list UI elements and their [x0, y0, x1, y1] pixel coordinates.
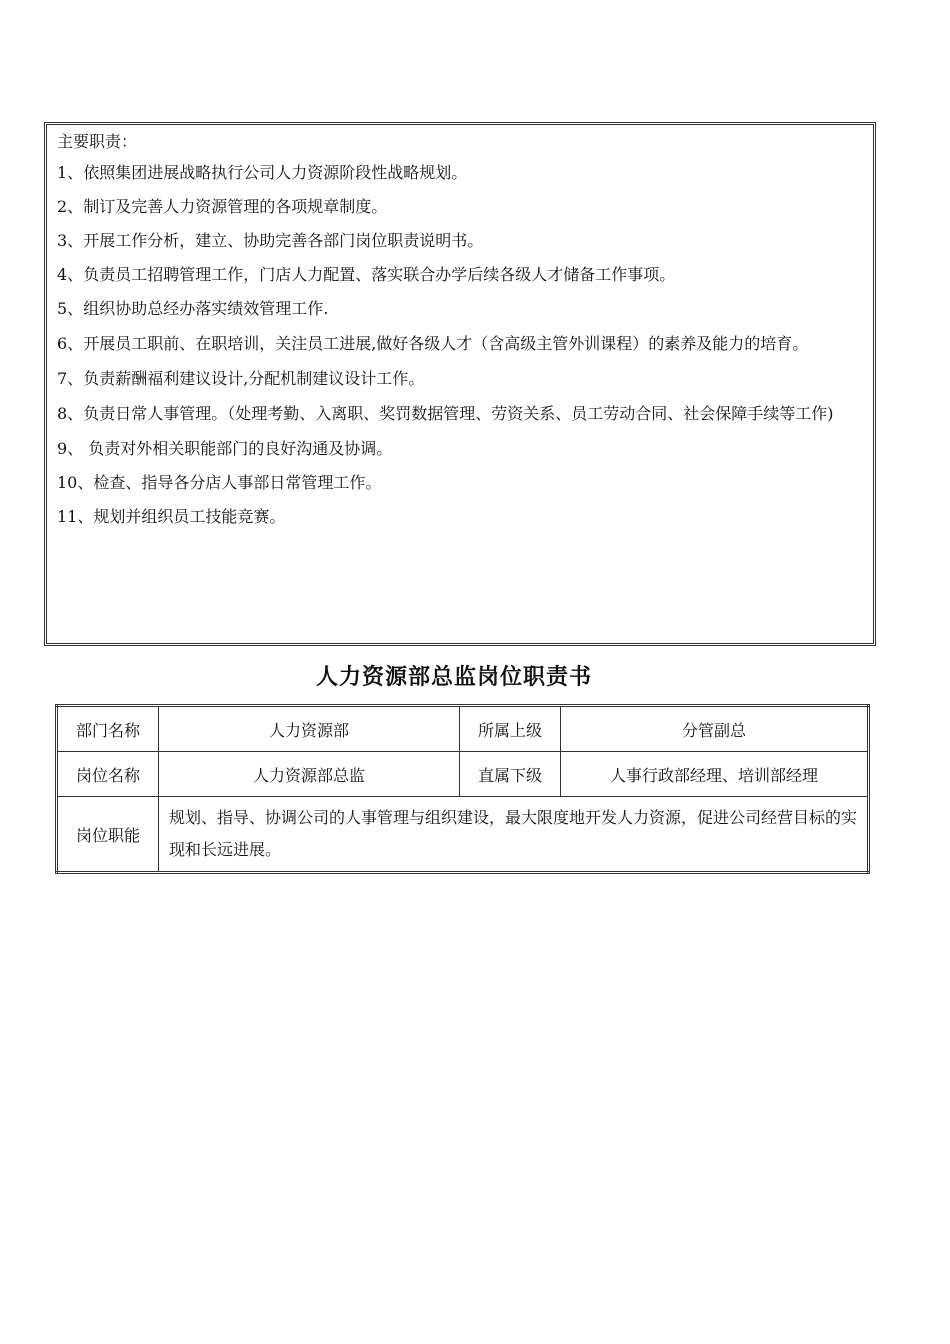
duty-number: 5、: [57, 299, 84, 318]
duty-text: 开展员工职前、在职培训，关注员工进展,做好各级人才（含高级主管外训课程）的素养及能力的培育。: [83, 334, 809, 353]
subordinate-label: 直属下级: [460, 752, 561, 797]
duty-number: 4、: [57, 265, 84, 284]
position-value: 人力资源部总监: [159, 752, 460, 797]
duty-item: [57, 326, 865, 362]
duty-number: 10、: [57, 473, 94, 492]
duty-item: [57, 396, 865, 432]
duty-text: 组织协助总经办落实绩效管理工作.: [83, 299, 329, 318]
duty-number: 3、: [57, 231, 84, 250]
duty-item: [57, 500, 865, 534]
position-info-table: [55, 704, 870, 874]
duty-text: 负责对外相关职能部门的良好沟通及协调。: [88, 439, 393, 458]
duty-text: 规划并组织员工技能竞赛。: [93, 507, 286, 526]
duty-text: 负责员工招聘管理工作，门店人力配置、落实联合办学后续各级人才储备工作事项。: [83, 265, 676, 284]
function-label: 岗位职能: [57, 797, 159, 873]
subordinate-value: 人事行政部经理、培训部经理: [561, 752, 869, 797]
position-label: 岗位名称: [57, 752, 159, 797]
duty-item: [57, 190, 865, 224]
duty-number: 9、: [57, 439, 89, 458]
duty-list: [57, 156, 865, 534]
superior-value: 分管副总: [561, 706, 869, 752]
duty-text: 开展工作分析，建立、协助完善各部门岗位职责说明书。: [83, 231, 484, 250]
duty-item: [57, 156, 865, 190]
duty-text: 依照集团进展战略执行公司人力资源阶段性战略规划。: [83, 163, 468, 182]
duty-item: [57, 292, 865, 326]
duty-number: 6、: [57, 334, 84, 353]
duty-number: 11、: [57, 507, 94, 526]
dept-label: 部门名称: [57, 706, 159, 752]
duty-text: 负责薪酬福利建议设计,分配机制建议设计工作。: [83, 369, 425, 388]
duty-number: 7、: [57, 369, 84, 388]
duty-item: [57, 466, 865, 500]
table-row: [57, 752, 869, 797]
duty-item: [57, 432, 865, 466]
dept-value: 人力资源部: [159, 706, 460, 752]
duty-text: 检查、指导各分店人事部日常管理工作。: [93, 473, 382, 492]
duties-heading: 主要职责：: [57, 132, 138, 151]
duty-item: [57, 362, 865, 396]
duty-item: [57, 258, 865, 292]
function-value: 规划、指导、协调公司的人事管理与组织建设，最大限度地开发人力资源，促进公司经营目标的实现和长远进展。: [159, 797, 869, 873]
superior-label: 所属上级: [460, 706, 561, 752]
duty-text: 制订及完善人力资源管理的各项规章制度。: [83, 197, 388, 216]
table-row: [57, 706, 869, 752]
table-row: [57, 797, 869, 873]
duty-number: 2、: [57, 197, 84, 216]
duty-text: 负责日常人事管理。（处理考勤、入离职、奖罚数据管理、劳资关系、员工劳动合同、社会保障手续等工作): [83, 404, 834, 423]
duty-item: [57, 224, 865, 258]
main-duties-box: [44, 122, 876, 646]
document-title: 人力资源部总监岗位职责书: [315, 664, 592, 690]
duty-number: 8、: [57, 404, 84, 423]
duty-number: 1、: [57, 163, 84, 182]
